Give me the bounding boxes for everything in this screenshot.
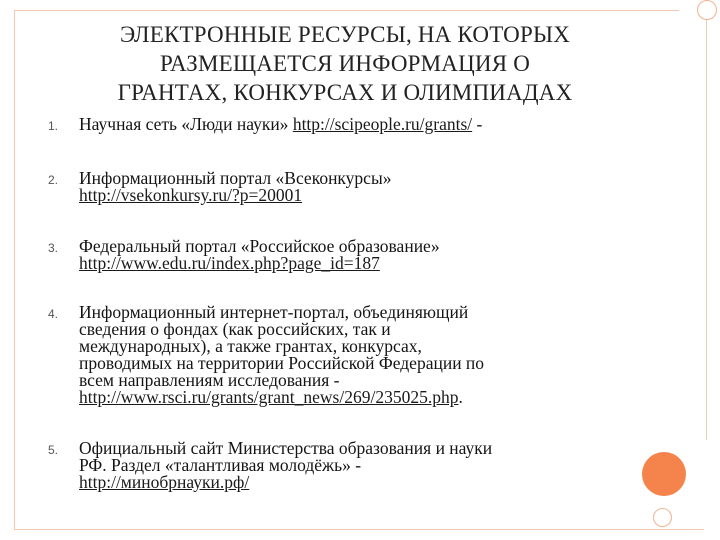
- item-text: [79, 238, 609, 272]
- item-line-4: проводимых на территории Российской Федерации по: [79, 353, 485, 373]
- item-number: 3.: [48, 241, 59, 255]
- slide-title: [40, 20, 650, 107]
- minobrnauki-link[interactable]: http://минобрнауки.рф/: [79, 472, 250, 492]
- item-line-3: международных), а также грантах, конкурсах,: [79, 336, 422, 356]
- item-number: 4.: [48, 307, 59, 321]
- item-text: [79, 170, 609, 204]
- frame-right-line: [706, 10, 707, 440]
- item-line-5: всем направлениям исследования -: [79, 370, 340, 390]
- frame-bottom-line: [14, 529, 704, 530]
- edu-ru-link[interactable]: http://www.edu.ru/index.php?page_id=187: [79, 253, 380, 273]
- item-line-1: Информационный интернет-портал, объединяющий: [79, 302, 469, 322]
- item-text: [79, 116, 609, 133]
- item-label: Информационный портал «Всеконкурсы»: [79, 168, 392, 188]
- frame-left-line: [14, 10, 15, 530]
- item-text: [79, 440, 609, 491]
- item-line-2: РФ. Раздел «талантливая молодёжь» -: [79, 455, 362, 475]
- title-line-3: ГРАНТАХ, КОНКУРСАХ И ОЛИМПИАДАХ: [117, 80, 573, 105]
- item-suffix: -: [472, 114, 483, 134]
- item-label: Федеральный портал «Российское образование»: [79, 236, 440, 256]
- rsci-link[interactable]: http://www.rsci.ru/grants/grant_news/269/235025.php: [79, 387, 459, 407]
- title-line-2: РАЗМЕЩАЕТСЯ ИНФОРМАЦИЯ О: [159, 51, 531, 76]
- item-line-1: Официальный сайт Министерства образования и науки: [79, 438, 493, 458]
- item-number: 1.: [48, 119, 59, 133]
- item-number: 5.: [48, 443, 59, 457]
- title-line-1: ЭЛЕКТРОННЫЕ РЕСУРСЫ, НА КОТОРЫХ: [119, 22, 571, 47]
- vsekonkursy-link[interactable]: http://vsekonkursy.ru/?p=20001: [79, 185, 303, 205]
- decor-circle-orange: [642, 452, 686, 496]
- item-text: [79, 304, 609, 406]
- decor-circle-top: [697, 0, 717, 20]
- decor-circle-small: [653, 508, 672, 527]
- item-suffix: .: [458, 387, 463, 407]
- scipeople-link[interactable]: http://scipeople.ru/grants/: [292, 114, 473, 134]
- item-label: Научная сеть «Люди науки»: [79, 114, 293, 134]
- item-line-2: сведения о фондах (как российских, так и: [79, 319, 391, 339]
- item-number: 2.: [48, 173, 59, 187]
